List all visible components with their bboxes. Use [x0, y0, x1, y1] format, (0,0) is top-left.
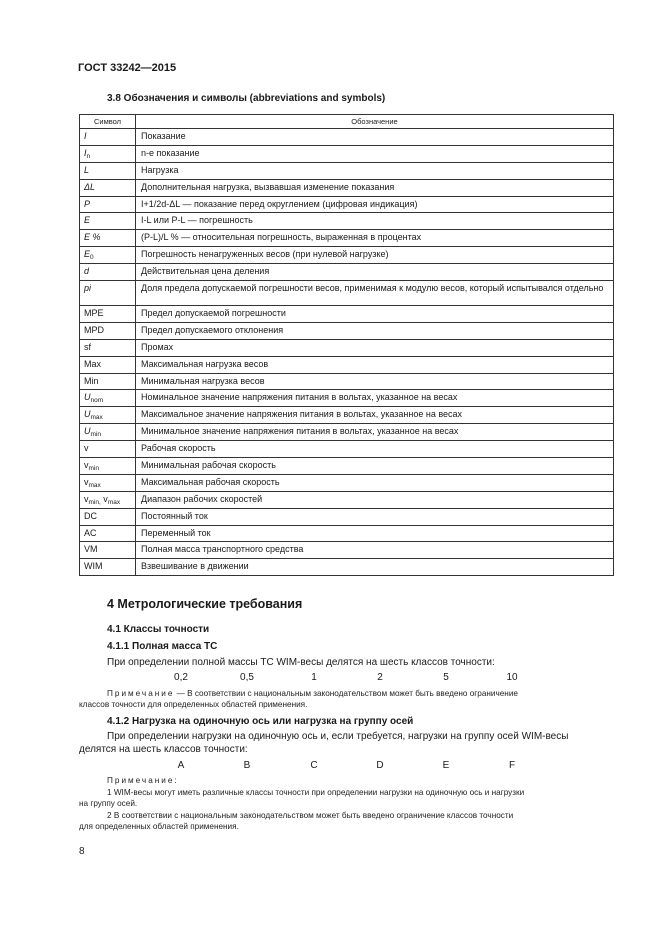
table-row: [80, 542, 614, 559]
table-row: [80, 559, 614, 576]
meaning-cell: Предел допускаемой погрешности: [136, 306, 614, 323]
symbol-text: DC: [84, 510, 97, 521]
symbol-cell: [80, 129, 136, 146]
note-4-1-2-label: Примечание:: [107, 776, 179, 785]
note-label: Примечание: [107, 689, 175, 698]
symbol-cell: [80, 356, 136, 373]
symbol-text: I: [84, 131, 87, 141]
meaning-cell: Полная масса транспортного средства: [136, 542, 614, 559]
accuracy-class: 10: [506, 672, 518, 683]
symbol-cell: [80, 373, 136, 390]
paragraph-4-1-1: При определении полной массы ТС WIM-весы делятся на шесть классов точности:: [107, 657, 495, 668]
document-header: ГОСТ 33242—2015: [78, 62, 177, 74]
symbol-text: P: [84, 198, 91, 209]
accuracy-class: 5: [443, 672, 449, 683]
meaning-cell: n-е показание: [136, 145, 614, 162]
symbol-text: L: [84, 164, 90, 175]
meaning-cell: Минимальная нагрузка весов: [136, 373, 614, 390]
table-row: [80, 129, 614, 146]
section-3-8-title: 3.8 Обозначения и символы (abbreviations and symbols): [107, 93, 386, 104]
meaning-cell: Минимальное значение напряжения питания в вольтах, указанное на весах: [136, 424, 614, 441]
table-row: [80, 339, 614, 356]
symbol-subscript: max: [90, 414, 103, 422]
symbol-text: I: [84, 147, 87, 158]
accuracy-class: 2: [377, 672, 383, 683]
accuracy-class: C: [310, 760, 318, 771]
symbol-cell: [80, 559, 136, 576]
note-4-1-2-item2-line2: для определенных областей применения.: [79, 822, 239, 831]
table-row: [80, 145, 614, 162]
meaning-cell: (P-L)/L % — относительная погрешность, выраженная в процентах: [136, 230, 614, 247]
symbol-text: v: [84, 460, 89, 471]
symbol-text: VM: [84, 544, 98, 555]
paragraph-4-1-2-line1: При определении нагрузки на одиночную ось и, если требуется, нагрузки на группу осей WIM-весы: [107, 731, 569, 742]
symbol-cell: [80, 390, 136, 407]
meaning-cell: Диапазон рабочих скоростей: [136, 491, 614, 508]
symbol-cell: [80, 247, 136, 264]
symbol-cell: [80, 491, 136, 508]
symbol-text: pi: [84, 283, 92, 294]
symbols-table: [79, 114, 614, 576]
note-4-1-2-item2-line1: 2 В соответствии с национальным законодательством может быть введено ограничение классов точности: [107, 811, 514, 820]
accuracy-class: E: [442, 760, 450, 771]
section-4-1-title: 4.1 Классы точности: [107, 624, 210, 635]
paragraph-4-1-2-line2: делятся на шесть классов точности:: [79, 744, 248, 755]
symbol-cell: [80, 230, 136, 247]
symbol-text: E %: [84, 232, 101, 243]
symbol-subscript: nom: [90, 397, 104, 405]
symbol-subscript: min,: [88, 498, 101, 506]
table-row: [80, 474, 614, 491]
meaning-cell: Предел допускаемого отклонения: [136, 322, 614, 339]
note-4-1-2-item1-line1: 1 WIM-весы могут иметь различные классы точности при определении нагрузки на одиночную ось и нагрузки: [107, 788, 525, 797]
accuracy-class: 0,2: [174, 672, 188, 683]
symbol-text: U: [84, 392, 91, 403]
symbol-cell: [80, 306, 136, 323]
meaning-cell: Максимальная нагрузка весов: [136, 356, 614, 373]
note-text: — В соответствии с национальным законодательством может быть введено ограничение: [174, 689, 518, 698]
symbol-text: Max: [84, 358, 102, 369]
meaning-cell: Максимальное значение напряжения питания в вольтах, указанное на весах: [136, 407, 614, 424]
table-row: [80, 264, 614, 281]
symbol-text: E: [84, 249, 91, 260]
page-number: 8: [79, 846, 85, 857]
symbol-text: U: [84, 426, 91, 437]
symbol-subscript: min: [88, 465, 99, 473]
symbol-text: sf: [84, 341, 92, 352]
symbol-text: v: [84, 476, 89, 487]
accuracy-class: A: [177, 760, 185, 771]
meaning-cell: Нагрузка: [136, 162, 614, 179]
table-header-row: [80, 115, 614, 129]
table-row: [80, 390, 614, 407]
table-row: [80, 322, 614, 339]
symbol-text: AC: [84, 527, 97, 538]
table-row: [80, 525, 614, 542]
table-row: [80, 230, 614, 247]
symbol-cell: [80, 458, 136, 475]
meaning-cell: Доля предела допускаемой погрешности весов, применимая к модулю весов, который испытывался отдельно: [136, 281, 614, 306]
table-row: [80, 508, 614, 525]
symbol-text: MPD: [84, 324, 104, 335]
note-4-1-1-line2: классов точности для определенных областей применения.: [79, 700, 308, 709]
section-4-1-1-title: 4.1.1 Полная масса ТС: [107, 641, 218, 652]
symbol-cell: [80, 196, 136, 213]
meaning-cell: Постоянный ток: [136, 508, 614, 525]
symbol-text: v: [84, 493, 89, 504]
col-symbol-header: Символ: [80, 115, 136, 129]
symbol-text: d: [84, 266, 90, 277]
symbol-cell: [80, 281, 136, 306]
symbol-cell: [80, 162, 136, 179]
table-row: [80, 424, 614, 441]
symbol-text: v: [84, 443, 89, 454]
accuracy-class: 0,5: [240, 672, 254, 683]
symbol-text: E: [84, 215, 91, 226]
symbol-cell: [80, 525, 136, 542]
accuracy-class: D: [376, 760, 384, 771]
accuracy-class: 1: [311, 672, 317, 683]
meaning-cell: Промах: [136, 339, 614, 356]
symbol-cell: [80, 322, 136, 339]
table-row: [80, 281, 614, 306]
meaning-cell: Показание: [136, 129, 614, 146]
symbol-cell: [80, 474, 136, 491]
symbol-text: MPE: [84, 308, 104, 319]
meaning-cell: Рабочая скорость: [136, 441, 614, 458]
table-row: [80, 373, 614, 390]
table-row: [80, 407, 614, 424]
meaning-cell: I+1/2d-ΔL — показание перед округлением (цифровая индикация): [136, 196, 614, 213]
symbol-cell: [80, 441, 136, 458]
accuracy-class: F: [508, 760, 516, 771]
col-meaning-header: Обозначение: [136, 115, 614, 129]
symbol-cell: [80, 213, 136, 230]
table-row: [80, 247, 614, 264]
meaning-cell: Переменный ток: [136, 525, 614, 542]
section-4-1-2-title: 4.1.2 Нагрузка на одиночную ось или нагрузка на группу осей: [107, 716, 414, 727]
symbol-text: Min: [84, 375, 99, 386]
symbol-subscript: min: [90, 431, 101, 439]
meaning-cell: Дополнительная нагрузка, вызвавшая изменение показания: [136, 179, 614, 196]
symbol-subscript: n: [86, 152, 91, 160]
symbol-cell: [80, 542, 136, 559]
meaning-cell: Взвешивание в движении: [136, 559, 614, 576]
table-row: [80, 196, 614, 213]
symbol-cell: [80, 264, 136, 281]
meaning-cell: Погрешность ненагруженных весов (при нулевой нагрузке): [136, 247, 614, 264]
meaning-cell: Максимальная рабочая скорость: [136, 474, 614, 491]
table-row: [80, 441, 614, 458]
table-row: [80, 306, 614, 323]
symbol-text: ΔL: [84, 181, 96, 192]
symbol-text-2: v: [100, 493, 108, 504]
note-4-1-2-item1-line2: на группу осей.: [79, 799, 138, 808]
symbol-subscript: max: [88, 481, 101, 489]
table-row: [80, 162, 614, 179]
table-row: [80, 213, 614, 230]
section-4-title: 4 Метрологические требования: [107, 597, 303, 611]
symbol-cell: [80, 508, 136, 525]
symbol-cell: [80, 424, 136, 441]
note-4-1-1-line1: [107, 688, 518, 699]
meaning-cell: Действительная цена деления: [136, 264, 614, 281]
meaning-cell: I-L или P-L — погрешность: [136, 213, 614, 230]
symbol-text: U: [84, 409, 91, 420]
accuracy-class: B: [243, 760, 251, 771]
meaning-cell: Минимальная рабочая скорость: [136, 458, 614, 475]
table-row: [80, 356, 614, 373]
table-row: [80, 458, 614, 475]
table-row: [80, 491, 614, 508]
symbol-text: WIM: [84, 561, 103, 572]
symbol-cell: [80, 179, 136, 196]
symbol-cell: [80, 145, 136, 162]
meaning-cell: Номинальное значение напряжения питания в вольтах, указанное на весах: [136, 390, 614, 407]
symbol-cell: [80, 339, 136, 356]
symbol-cell: [80, 407, 136, 424]
symbol-subscript-2: max: [107, 498, 121, 506]
symbol-subscript: 0: [90, 254, 94, 262]
table-row: [80, 179, 614, 196]
